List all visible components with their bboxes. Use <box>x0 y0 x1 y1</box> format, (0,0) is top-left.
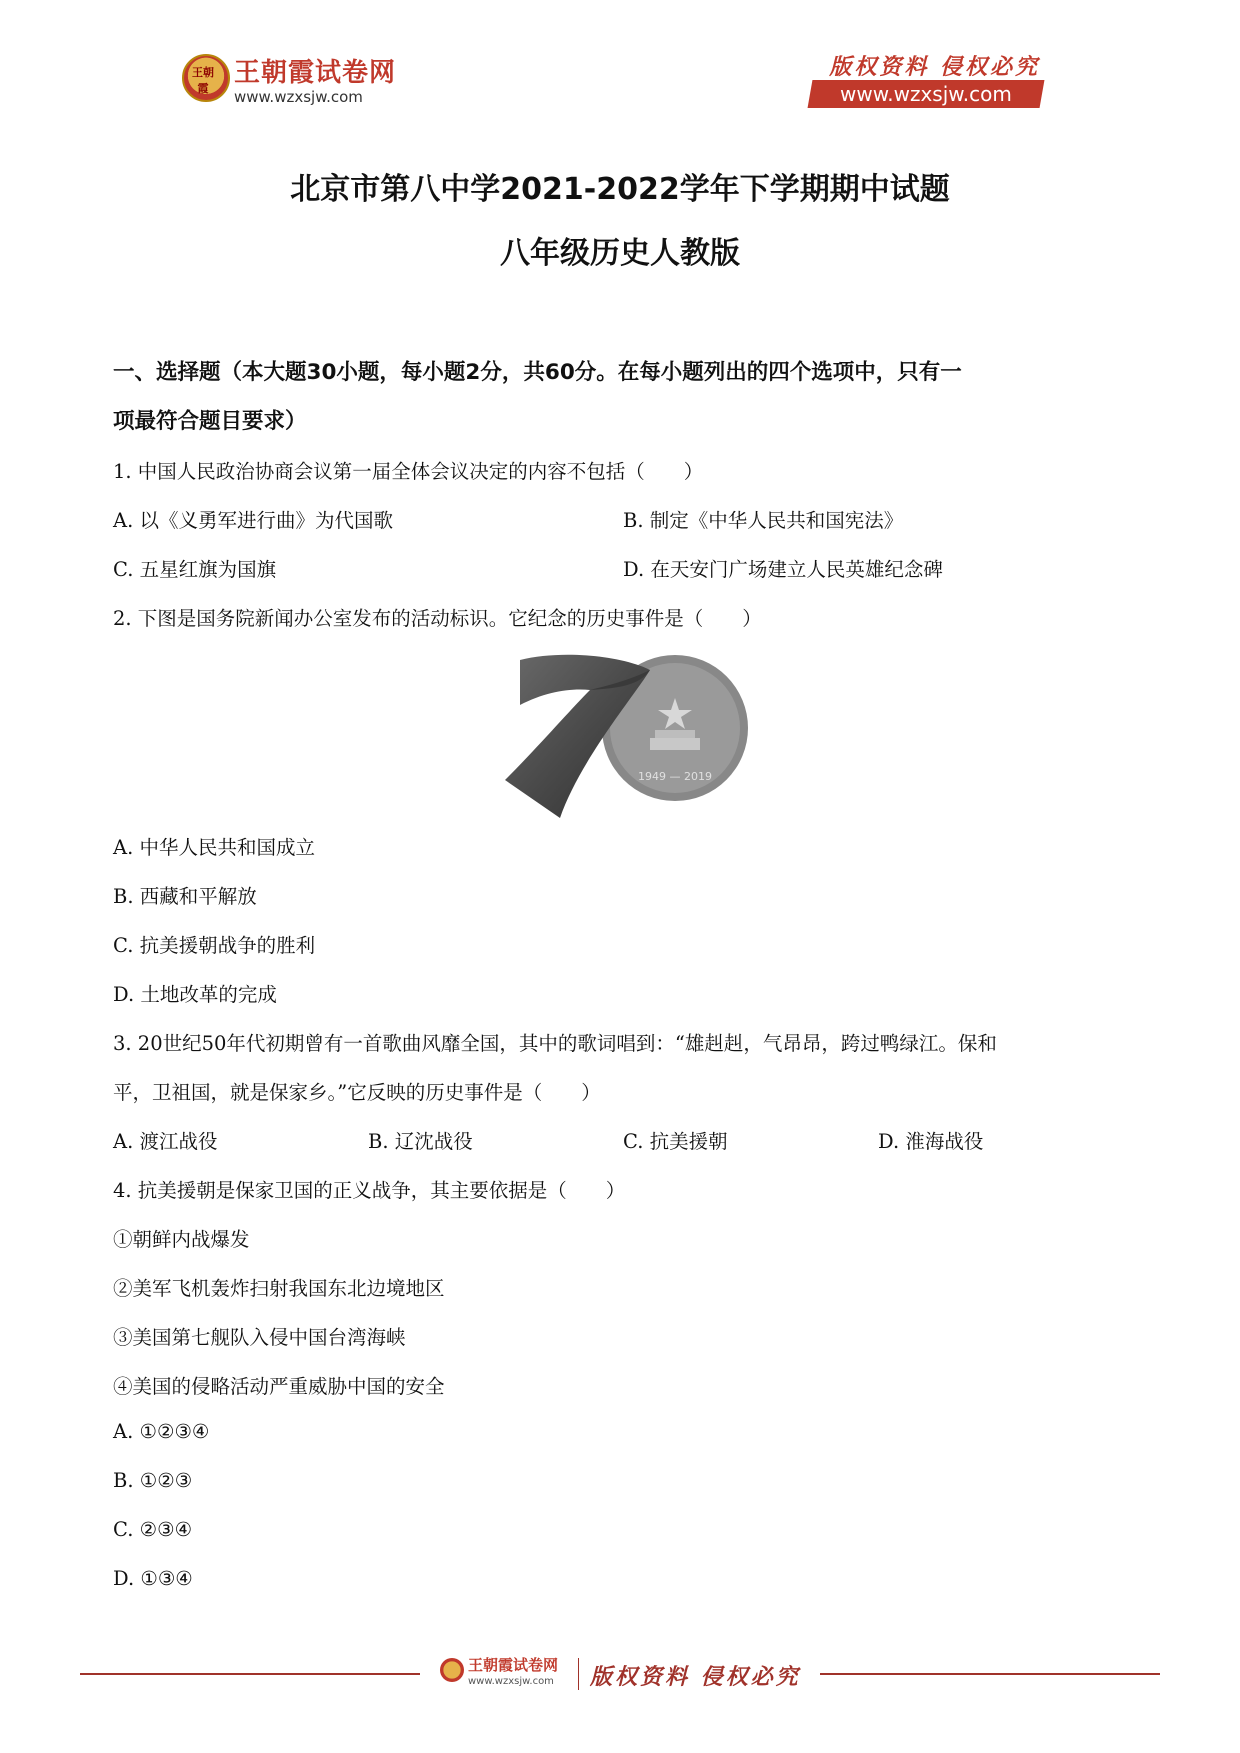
seal-text: 王朝霞 <box>192 66 214 95</box>
section-heading: 一、选择题（本大题30小题，每小题2分，共60分。在每小题列出的四个选项中，只有一 <box>113 360 962 385</box>
q4-statement-1: ①朝鲜内战爆发 <box>113 1228 250 1251</box>
q3-option-b: B. 辽沈战役 <box>368 1130 473 1153</box>
q1-option-b: B. 制定《中华人民共和国宪法》 <box>623 509 904 532</box>
footer-logo <box>440 1652 580 1696</box>
q2-option-b: B. 西藏和平解放 <box>113 885 257 908</box>
footer-rule-left <box>80 1673 420 1675</box>
q1-option-d: D. 在天安门广场建立人民英雄纪念碑 <box>623 558 943 581</box>
section-heading-cont: 项最符合题目要求） <box>113 409 307 434</box>
footer-logo-url: www.wzxsjw.com <box>468 1676 554 1687</box>
footer-divider <box>578 1658 579 1690</box>
site-logo <box>180 50 420 114</box>
logo-years: 1949 — 2019 <box>638 770 712 783</box>
q4-statement-3: ③美国第七舰队入侵中国台湾海峡 <box>113 1326 406 1349</box>
q2-option-d: D. 土地改革的完成 <box>113 983 277 1006</box>
q4-option-c: C. ②③④ <box>113 1518 193 1541</box>
copyright-slogan: 版权资料 侵权必究 <box>829 54 1040 80</box>
q2-option-a: A. 中华人民共和国成立 <box>113 836 315 859</box>
question-3-stem: 3. 20世纪50年代初期曾有一首歌曲风靡全国，其中的歌词唱到：“雄赳赳，气昂昂，跨过鸭绿江。保和 <box>113 1032 997 1055</box>
anniversary-70-icon <box>500 650 750 820</box>
q4-statement-4: ④美国的侵略活动严重威胁中国的安全 <box>113 1375 445 1398</box>
page-title: 北京市第八中学2021-2022学年下学期期中试题 <box>290 172 950 207</box>
q4-option-a: A. ①②③④ <box>113 1420 210 1443</box>
footer-rule-right <box>820 1673 1160 1675</box>
footer-logo-name: 王朝霞试卷网 <box>468 1656 559 1674</box>
question-2-stem: 2. 下图是国务院新闻办公室发布的活动标识。它纪念的历史事件是（ ） <box>113 607 762 630</box>
footer-slogan: 版权资料 侵权必究 <box>590 1664 801 1690</box>
q2-option-c: C. 抗美援朝战争的胜利 <box>113 934 316 957</box>
copyright-url-banner <box>808 80 1045 108</box>
q3-option-a: A. 渡江战役 <box>113 1130 218 1153</box>
q1-option-c: C. 五星红旗为国旗 <box>113 558 277 581</box>
logo-name: 王朝霞试卷网 <box>234 58 397 88</box>
page-subtitle: 八年级历史人教版 <box>500 236 740 271</box>
footer-seal-icon <box>440 1658 464 1682</box>
anniversary-70-logo <box>500 650 750 820</box>
q1-option-a: A. 以《义勇军进行曲》为代国歌 <box>113 509 393 532</box>
q3-option-c: C. 抗美援朝 <box>623 1130 728 1153</box>
logo-url: www.wzxsjw.com <box>234 88 363 106</box>
q4-statement-2: ②美军飞机轰炸扫射我国东北边境地区 <box>113 1277 445 1300</box>
question-3-stem-cont: 平，卫祖国，就是保家乡。”它反映的历史事件是（ ） <box>113 1081 601 1104</box>
q4-option-d: D. ①③④ <box>113 1567 193 1590</box>
question-1-stem: 1. 中国人民政治协商会议第一届全体会议决定的内容不包括（ ） <box>113 460 704 483</box>
question-4-stem: 4. 抗美援朝是保家卫国的正义战争，其主要依据是（ ） <box>113 1179 626 1202</box>
q4-option-b: B. ①②③ <box>113 1469 193 1492</box>
copyright-url: www.wzxsjw.com <box>840 82 1012 106</box>
q3-option-d: D. 淮海战役 <box>878 1130 984 1153</box>
